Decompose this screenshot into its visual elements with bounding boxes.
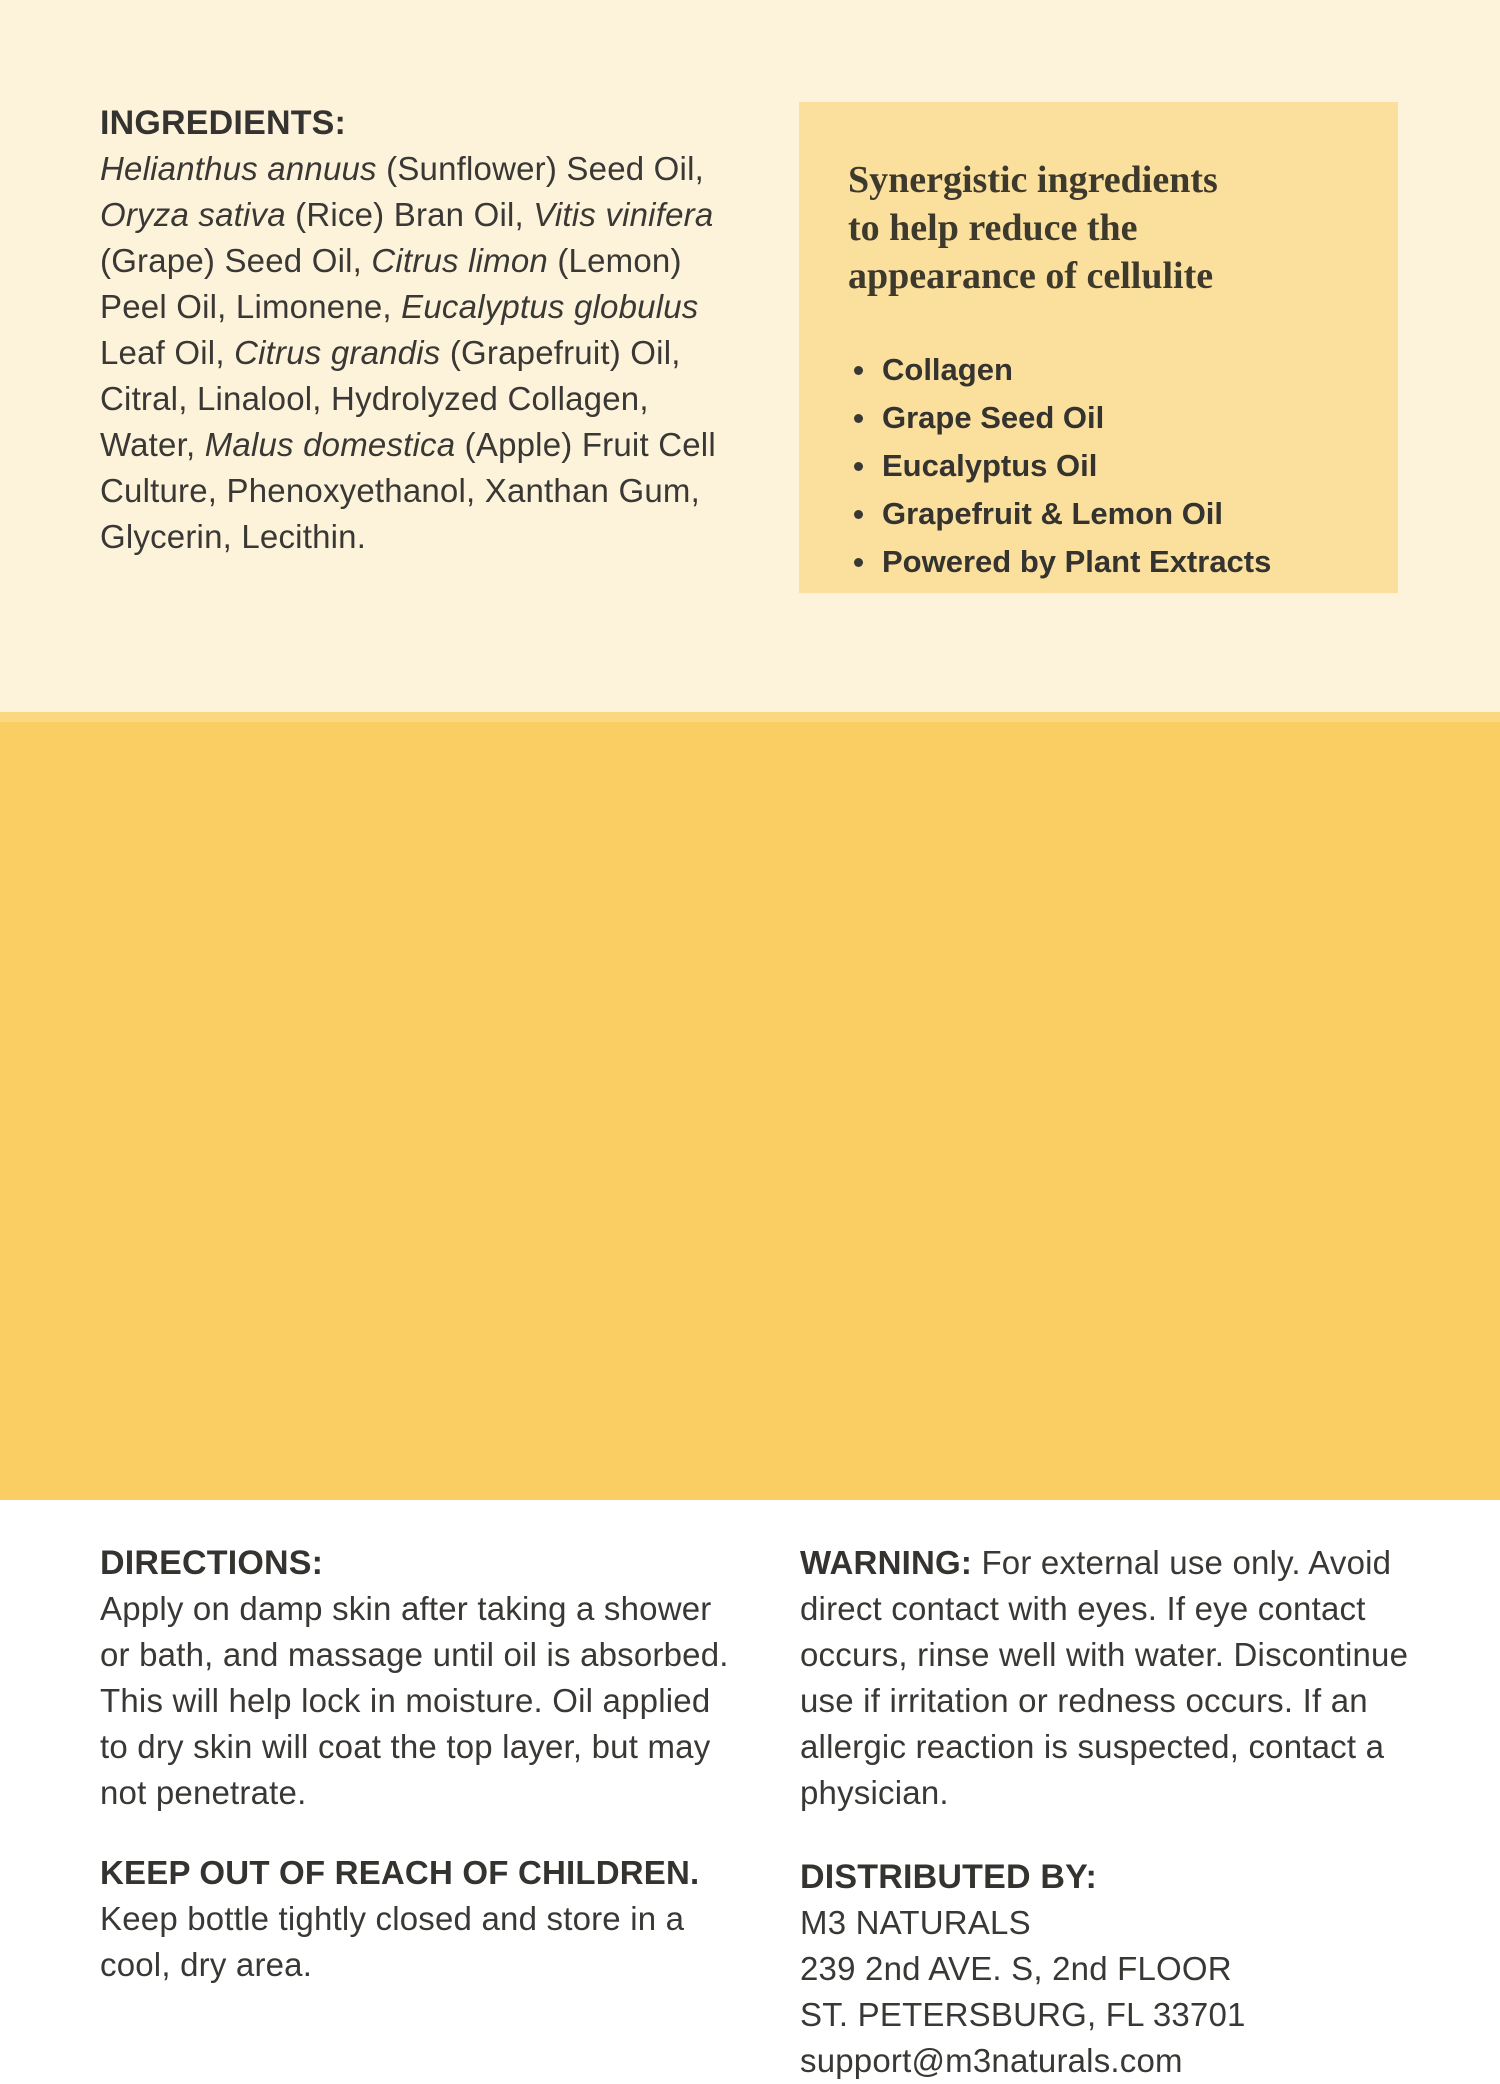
synergy-callout-box bbox=[799, 102, 1398, 593]
ingredients-text: Helianthus annuus (Sunflower) Seed Oil, Oryza sativa (Rice) Bran Oil, Vitis vinifera (Grape) Seed Oil, Citrus limon (Lemon) Peel Oil, Limonene, Eucalyptus globulus Leaf Oil, Citrus grandis (Grapefruit) Oil, Citral, Linalool, Hydrolyzed Collagen, Water, Malus domestica (Apple) Fruit Cell Culture, Phenoxyethanol, Xanthan Gum, Glycerin, Lecithin. bbox=[100, 150, 716, 555]
synergy-bullet-list bbox=[848, 346, 1354, 586]
bottom-right-column bbox=[800, 1540, 1450, 2084]
directions-text: Apply on damp skin after taking a shower or bath, and massage until oil is absorbed. This will help lock in moisture. Oil applied to dry skin will coat the top layer, but may not penetrate. bbox=[100, 1590, 729, 1811]
directions-heading: DIRECTIONS: bbox=[100, 1544, 324, 1582]
bullet-dot-icon bbox=[854, 366, 863, 375]
directions-block bbox=[100, 1540, 732, 1816]
ingredients-block bbox=[100, 100, 750, 560]
bullet-dot-icon bbox=[854, 558, 863, 567]
list-item bbox=[854, 490, 1354, 538]
list-item bbox=[854, 442, 1354, 490]
synergy-heading bbox=[848, 156, 1354, 300]
ingredients-heading: INGREDIENTS: bbox=[100, 104, 347, 142]
distributor-name: M3 NATURALS bbox=[800, 1904, 1031, 1941]
top-section bbox=[0, 0, 1500, 712]
bullet-label: Powered by Plant Extracts bbox=[882, 544, 1272, 579]
distributor-address-line: 239 2nd AVE. S, 2nd FLOOR bbox=[800, 1950, 1232, 1987]
bullet-label: Collagen bbox=[882, 352, 1013, 387]
bullet-dot-icon bbox=[854, 414, 863, 423]
list-item bbox=[854, 346, 1354, 394]
distributor-email: support@m3naturals.com bbox=[800, 2042, 1183, 2079]
list-item bbox=[854, 538, 1354, 586]
distributed-by-block bbox=[800, 1854, 1450, 2084]
synergy-heading-line: to help reduce the bbox=[848, 207, 1138, 249]
synergy-heading-line: appearance of cellulite bbox=[848, 255, 1214, 297]
keep-out-block: KEEP OUT OF REACH OF CHILDREN. Keep bottle tightly closed and store in a cool, dry area. bbox=[100, 1854, 700, 1983]
warning-block: WARNING: For external use only. Avoid direct contact with eyes. If eye contact occurs, rinse well with water. Discontinue use if irritation or redness occurs. If an allergic reaction is suspected, contact a physician. bbox=[800, 1544, 1409, 1811]
bottom-left-column bbox=[100, 1540, 732, 1988]
bullet-label: Eucalyptus Oil bbox=[882, 448, 1098, 483]
bottom-section bbox=[0, 722, 1500, 2079]
bullet-dot-icon bbox=[854, 462, 863, 471]
synergy-heading-line: Synergistic ingredients bbox=[848, 159, 1218, 201]
bullet-label: Grape Seed Oil bbox=[882, 400, 1105, 435]
section-divider bbox=[0, 712, 1500, 722]
distributor-address-line: ST. PETERSBURG, FL 33701 bbox=[800, 1996, 1246, 2033]
bullet-dot-icon bbox=[854, 510, 863, 519]
bullet-label: Grapefruit & Lemon Oil bbox=[882, 496, 1224, 531]
distributed-by-heading: DISTRIBUTED BY: bbox=[800, 1858, 1098, 1896]
list-item bbox=[854, 394, 1354, 442]
